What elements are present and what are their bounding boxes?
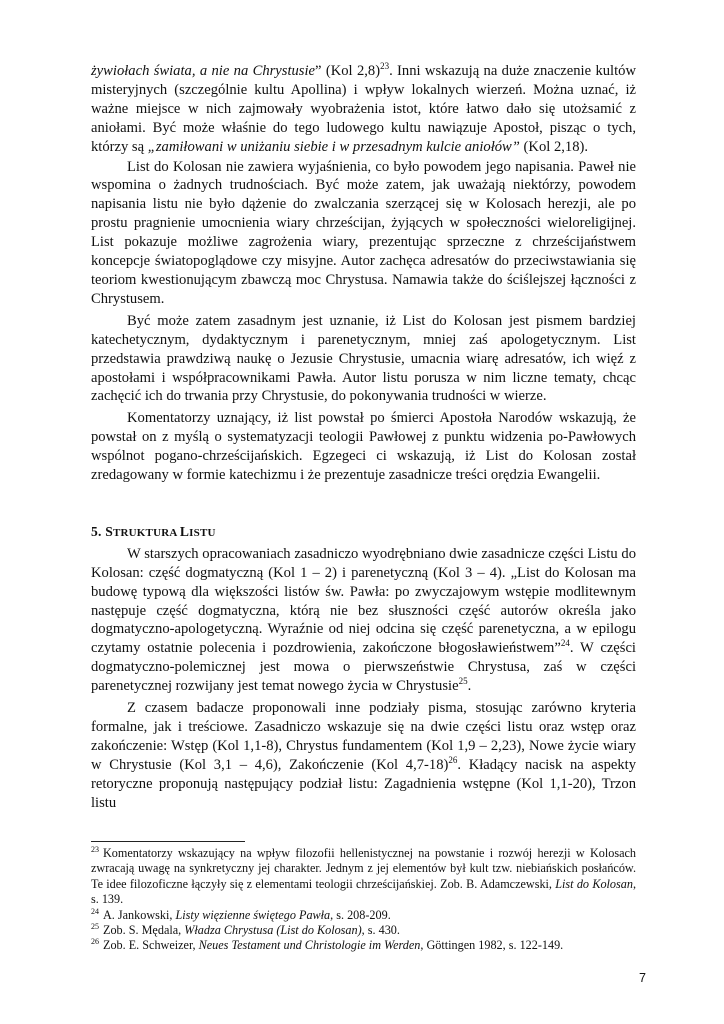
footnote-ref-24[interactable]: 24 <box>560 638 570 649</box>
quote-italic: żywiołach świata, a nie na Chrystusie <box>91 63 316 79</box>
footnotes <box>91 846 636 954</box>
paragraph-6: Z czasem badacze proponowali inne podziały pisma, stosując zarówno kryteria formalne, jak i treściowe. Zasadniczo wskazuje się na dwie części listu oraz wstęp oraz zakończenie: Wstęp (Kol 1,1-8), Chrystus fundamentem (Kol 1,9 – 2,23), Nowe życie wiary w Chrystusie (Kol 3,1 – 4,6), Zakończenie (Kol 4,7-18)$^{26}$. Kładący nacisk na aspekty retoryczne proponują następujący podział listu: Zagadnienia wstępne (Kol 1,1-20), Trzon listu <box>91 700 637 811</box>
footnote-25: 25 Zob. S. Mędala, Władza Chrystusa (List do Kolosan), s. 430. <box>91 922 400 938</box>
paragraph-4: Komentatorzy uznający, iż list powstał po śmierci Apostoła Narodów wskazują, że powstał on z myślą o systematyzacji teologii Pawłowej z punktu widzenia po-Pawłowych wspólnot pogano-chrześcijańskich. Egzegeci ci wskazują, iż List do Kolosan został zredagowany w formie katechizmu i że prezentuje zasadnicze treści orędzia Ewangelii. <box>91 410 636 484</box>
paragraph-1: żywiołach świata, a nie na Chrystusie” (Kol 2,8)$^{23}$. Inni wskazują na duże znaczenie kultów misteryjnych (szczególnie kultu Apollina) i wpływ lokalnych wierzeń. Można uznać, iż ważne miejsce w nich zajmowały wyobrażenia istot, które łatwo dało się utożsamić z aniołami. Być może właśnie do tego ludowego kultu nawiązuje Apostoł, pisząc o tych, którzy są „zamiłowani w uniżaniu siebie i w przesadnym kulcie aniołów” (Kol 2,18). <box>91 61 636 155</box>
body-text <box>91 62 636 813</box>
footnote-24: 24 A. Jankowski, Listy więzienne świętego Pawła, s. 208-209. <box>91 906 391 922</box>
footnote-23: 23 Komentatorzy wskazujący na wpływ filozofii hellenistycznej na powstanie i rozwój herezji w Kolosach zwracają uwagę na synkretyczny jej charakter. Jednym z jej elementów był kult tzw. niebiańskich posłańców. Te idee filozoficzne łączyły się z elementami teologii chrześcijańskiej. Zob. B. Adamczewski, List do Kolosan, s. 139. <box>91 845 636 907</box>
quote-italic: „zamiłowani w uniżaniu siebie i w przesadnym kulcie aniołów” <box>147 138 520 155</box>
footnote-ref-26[interactable]: 26 <box>448 754 458 765</box>
section-heading: 5. STRUKTURA LISTU <box>91 523 216 539</box>
page-number: 7 <box>638 971 646 985</box>
paragraph-5: W starszych opracowaniach zasadniczo wyodrębniano dwie zasadnicze części Listu do Kolosan: część dogmatyczną (Kol 1 – 2) i parenetyczną (Kol 3 – 4). „List do Kolosan ma budowę typową dla większości listów św. Pawła: po zwyczajowym wstępie modlitewnym następuje część dogmatyczna, którą nie bez słuszności część autorów określa jako dogmatyczno-apologetyczną. Wyraźnie od niej odcina się część parenetyczna, a w epilogu czytamy ostatnie polecenia i pozdrowienia, zakończone błogosławieństwem”$^{24}$. W części dogmatyczno-polemicznej jest mowa o pierwszeństwie Chrystusa, zaś w części parenetycznej rozwijany jest temat nowego życia w Chrystusie$^{25}$. <box>91 545 636 695</box>
footnote-ref-23[interactable]: 23 <box>380 61 390 71</box>
paragraph-2: List do Kolosan nie zawiera wyjaśnienia, co było powodem jego napisania. Paweł nie wspomina o żadnych trudnościach. Być może zatem, jak uważają niektórzy, powodem napisania listu nie było dążenie do zwalczania szerzącej się w Kolosach herezji, ale po prostu pragnienie umocnienia wiary chrześcijan, żyjących w społeczności wieloreligijnej. List pokazuje możliwe zagrożenia wiary, prezentując sprzeczne z chrześcijaństwem koncepcje światopoglądowe czy misyjne. Autor zachęca adresatów do przeciwstawiania się teoriom kwestionującym zbawczą moc Chrystusa. Namawia także do ściślejszej łączności z Chrystusem. <box>91 158 636 307</box>
footnote-ref-25[interactable]: 25 <box>458 676 468 687</box>
footnote-separator <box>91 841 245 842</box>
paragraph-3: Być może zatem zasadnym jest uznanie, iż List do Kolosan jest pismem bardziej katechetycznym, dydaktycznym i parenetycznym, mniej zaś apologetycznym. List przedstawia prawdziwą naukę o Jezusie Chrystusie, umacnia wiarę adresatów, ich więź z apostołami i współpracownikami Pawła. Autor listu porusza w nim liczne tematy, chcąc zachęcić ich do trwania przy Chrystusie, do pokonywania trudności w wierze. <box>91 312 636 405</box>
footnote-26: 26 Zob. E. Schweizer, Neues Testament und Christologie im Werden, Göttingen 1982, s. 122-149. <box>91 937 564 953</box>
